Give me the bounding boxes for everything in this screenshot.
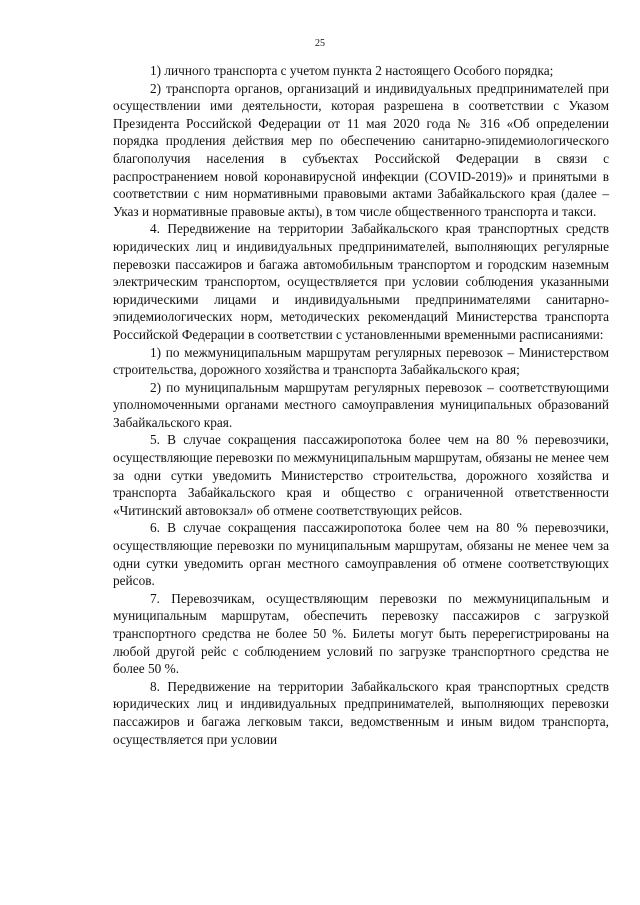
paragraph-item-1-personal-transport: 1) личного транспорта с учетом пункта 2 настоящего Особого порядка; [150,63,554,78]
paragraph-point-7: 7. Перевозчикам, осуществляющим перевозки по межмуниципальным и муниципальным маршрутам, обеспечить перевозку пассажиров с загрузкой транспортного средства не более 50 %. Билеты могут быть перерегистрированы на любой другой рейс с соблюдением условий по загрузке транспортного средства не более 50 %. [113,590,609,677]
paragraph-point-4-subitem-2: 2) по муниципальным маршрутам регулярных перевозок – соответствующими уполномоченными органами местного самоуправления муниципальных образований Забайкальского края. [113,379,609,430]
paragraph-point-6: 6. В случае сокращения пассажиропотока более чем на 80 % перевозчики, осуществляющие перевозки по муниципальным маршрутам, обязаны не менее чем за одни сутки уведомить орган местного самоуправления об отмене соответствующих рейсов. [113,520,609,589]
paragraph-item-2-organization-transport: 2) транспорта органов, организаций и индивидуальных предпринимателей при осуществлении ими деятельности, которая разрешена в соответствии с Указом Президента Российской Федерации от 11 мая 2020 года № 316 «Об определении порядка продления действия мер по обеспечению санитарно-эпидемиологического благополучия населения в субъектах Российской Федерации в связи с распространением новой коронавирусной инфекции (COVID-2019)» и принятыми в соответствии с ним нормативными правовыми актами Забайкальского края (далее – Указ и нормативные правовые акты), в том числе общественного транспорта и такси. [113,80,609,219]
paragraph-point-4: 4. Передвижение на территории Забайкальского края транспортных средств юридических лиц и индивидуальных предпринимателей, выполняющих регулярные перевозки пассажиров и багажа автомобильным транспортом и городским наземным электрическим транспортом, осуществляется при условии соблюдения указанными юридическими лицами и индивидуальными предпринимателями санитарно-эпидемиологических норм, методических рекомендаций Министерства транспорта Российской Федерации в соответствии с установленными временными расписаниями: [113,221,609,342]
page-number: 25 [315,38,325,49]
paragraph-point-4-subitem-1: 1) по межмуниципальным маршрутам регулярных перевозок – Министерством строительства, дорожного хозяйства и транспорта Забайкальского края; [113,344,609,378]
paragraph-point-8: 8. Передвижение на территории Забайкальского края транспортных средств юридических лиц и индивидуальных предпринимателей, выполняющих перевозки пассажиров и багажа легковым такси, ведомственным и иным видом транспорта, осуществляется при условии [113,678,609,747]
paragraph-point-5: 5. В случае сокращения пассажиропотока более чем на 80 % перевозчики, осуществляющие перевозки по межмуниципальным маршрутам, обязаны не менее чем за одни сутки уведомить Министерство строительства, дорожного хозяйства и транспорта Забайкальского края и общество с ограниченной ответственности «Читинский автовокзал» об отмене соответствующих рейсов. [113,432,610,518]
document-body [113,62,609,748]
